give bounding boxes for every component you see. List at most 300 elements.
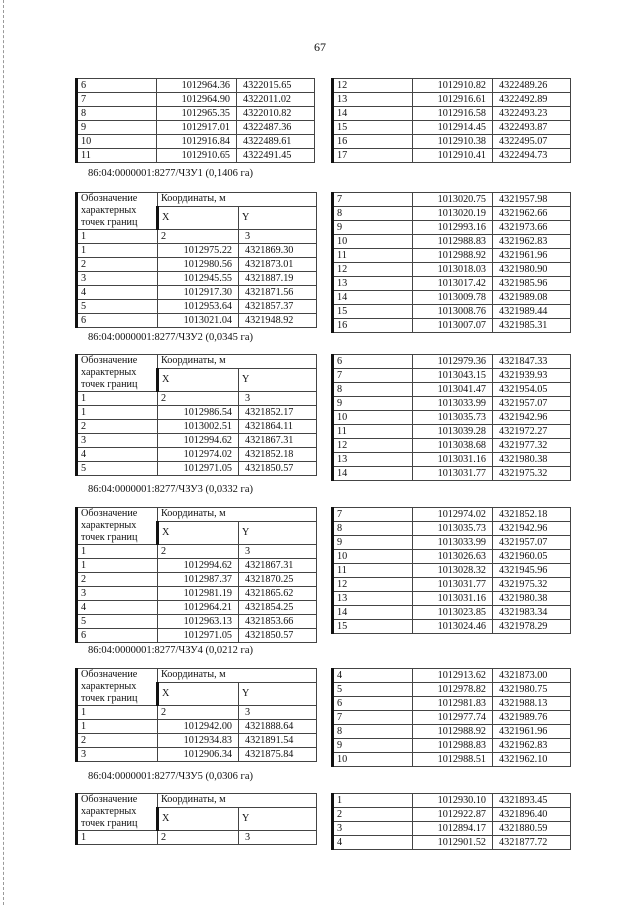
point-number: 14 — [333, 467, 413, 481]
y-coordinate: 4322493.23 — [493, 107, 571, 121]
y-coordinate: 4321867.31 — [239, 559, 317, 573]
y-coordinate: 4321857.37 — [239, 300, 317, 314]
x-coordinate: 1012963.13 — [158, 615, 239, 629]
table-header-row — [77, 794, 317, 808]
table-row — [333, 305, 571, 319]
continuation-table-left — [75, 78, 315, 163]
header-coordinates: Координаты, м — [158, 508, 317, 522]
table-row — [77, 149, 315, 163]
y-coordinate: 4321980.38 — [493, 592, 571, 606]
x-coordinate: 1012901.52 — [413, 836, 493, 850]
y-coordinate: 4321847.33 — [493, 355, 571, 369]
y-coordinate: 4321980.90 — [493, 263, 571, 277]
y-coordinate: 4322487.36 — [237, 121, 315, 135]
y-coordinate: 4321954.05 — [493, 383, 571, 397]
table-row — [77, 107, 315, 121]
y-coordinate: 4322493.87 — [493, 121, 571, 135]
x-coordinate: 1012971.05 — [158, 462, 239, 476]
y-coordinate: 4321988.13 — [493, 697, 571, 711]
table-row — [333, 263, 571, 277]
y-coordinate: 4321865.62 — [239, 587, 317, 601]
point-number: 15 — [333, 121, 413, 135]
table-row — [333, 739, 571, 753]
x-coordinate: 1012971.05 — [158, 629, 239, 643]
y-coordinate: 4321975.32 — [493, 578, 571, 592]
column-number-row — [77, 392, 317, 406]
y-coordinate: 4322010.82 — [237, 107, 315, 121]
header-x: X — [158, 369, 239, 392]
point-number: 10 — [333, 550, 413, 564]
point-number: 3 — [333, 822, 413, 836]
header-coordinates: Координаты, м — [158, 193, 317, 207]
point-number: 12 — [333, 439, 413, 453]
table-row — [333, 207, 571, 221]
point-number: 8 — [333, 207, 413, 221]
point-number: 5 — [77, 300, 158, 314]
column-number-row — [77, 545, 317, 559]
header-x: X — [158, 207, 239, 230]
y-coordinate: 4321960.05 — [493, 550, 571, 564]
point-number: 1 — [77, 720, 158, 734]
table-row — [77, 135, 315, 149]
x-coordinate: 1012965.35 — [157, 107, 237, 121]
x-coordinate: 1013031.16 — [413, 592, 493, 606]
point-number: 16 — [333, 135, 413, 149]
y-coordinate: 4321978.29 — [493, 620, 571, 634]
point-number: 2 — [77, 258, 158, 272]
column-number-row — [77, 706, 317, 720]
x-coordinate: 1012977.74 — [413, 711, 493, 725]
scan-edge-line — [3, 0, 5, 905]
y-coordinate: 4321983.34 — [493, 606, 571, 620]
y-coordinate: 4321977.32 — [493, 439, 571, 453]
point-number: 4 — [333, 669, 413, 683]
x-coordinate: 1012978.82 — [413, 683, 493, 697]
table-row — [77, 406, 317, 420]
y-coordinate: 4322495.07 — [493, 135, 571, 149]
coords-table-chzu4-left — [75, 668, 317, 762]
x-coordinate: 1012994.62 — [158, 434, 239, 448]
x-coordinate: 1012894.17 — [413, 822, 493, 836]
y-coordinate: 4321887.19 — [239, 272, 317, 286]
point-number: 10 — [333, 411, 413, 425]
y-coordinate: 4321945.96 — [493, 564, 571, 578]
point-number: 3 — [77, 434, 158, 448]
table-header-row — [77, 355, 317, 369]
point-number: 6 — [333, 355, 413, 369]
x-coordinate: 1013038.68 — [413, 439, 493, 453]
table-row — [333, 753, 571, 767]
point-number: 9 — [333, 397, 413, 411]
x-coordinate: 1013007.07 — [413, 319, 493, 333]
x-coordinate: 1012994.62 — [158, 559, 239, 573]
y-coordinate: 4321893.45 — [493, 794, 571, 808]
column-number: 2 — [158, 392, 239, 406]
x-coordinate: 1013023.85 — [413, 606, 493, 620]
x-coordinate: 1013008.76 — [413, 305, 493, 319]
point-number: 8 — [77, 107, 157, 121]
table-row — [77, 434, 317, 448]
table-row — [77, 573, 317, 587]
x-coordinate: 1012934.83 — [158, 734, 239, 748]
y-coordinate: 4321891.54 — [239, 734, 317, 748]
table-row — [333, 277, 571, 291]
point-number: 3 — [77, 748, 158, 762]
table-row — [333, 794, 571, 808]
y-coordinate: 4321962.10 — [493, 753, 571, 767]
table-row — [333, 121, 571, 135]
y-coordinate: 4321989.44 — [493, 305, 571, 319]
table-row — [333, 578, 571, 592]
y-coordinate: 4321850.57 — [239, 462, 317, 476]
y-coordinate: 4321957.07 — [493, 536, 571, 550]
table-row — [333, 536, 571, 550]
x-coordinate: 1012988.92 — [413, 725, 493, 739]
coords-table-chzu3-left — [75, 507, 317, 643]
y-coordinate: 4321854.25 — [239, 601, 317, 615]
x-coordinate: 1013017.42 — [413, 277, 493, 291]
y-coordinate: 4321975.32 — [493, 467, 571, 481]
y-coordinate: 4321942.96 — [493, 411, 571, 425]
x-coordinate: 1012988.83 — [413, 739, 493, 753]
point-number: 13 — [333, 592, 413, 606]
point-number: 7 — [77, 93, 157, 107]
x-coordinate: 1012910.65 — [157, 149, 237, 163]
point-number: 3 — [77, 272, 158, 286]
point-number: 7 — [333, 711, 413, 725]
table-header-row — [77, 669, 317, 683]
header-designation: Обозначение характерных точек границ — [77, 794, 158, 831]
point-number: 13 — [333, 277, 413, 291]
header-designation: Обозначение характерных точек границ — [77, 669, 158, 706]
y-coordinate: 4321985.96 — [493, 277, 571, 291]
x-coordinate: 1012916.84 — [157, 135, 237, 149]
y-coordinate: 4321873.01 — [239, 258, 317, 272]
x-coordinate: 1012993.16 — [413, 221, 493, 235]
x-coordinate: 1013031.77 — [413, 578, 493, 592]
point-number: 3 — [77, 587, 158, 601]
coords-table-chzu1-right — [331, 192, 571, 333]
y-coordinate: 4321957.07 — [493, 397, 571, 411]
header-x: X — [158, 808, 239, 831]
point-number: 2 — [77, 734, 158, 748]
y-coordinate: 4322491.45 — [237, 149, 315, 163]
section-title-chzu2: 86:04:0000001:8277/ЧЗУ2 (0,0345 га) — [88, 332, 254, 343]
section-title-chzu3: 86:04:0000001:8277/ЧЗУ3 (0,0332 га) — [88, 484, 254, 495]
x-coordinate: 1013043.15 — [413, 369, 493, 383]
y-coordinate: 4321973.66 — [493, 221, 571, 235]
x-coordinate: 1013035.73 — [413, 411, 493, 425]
table-row — [77, 314, 317, 328]
table-row — [333, 620, 571, 634]
point-number: 4 — [77, 601, 158, 615]
header-y: Y — [239, 808, 317, 831]
point-number: 12 — [333, 263, 413, 277]
point-number: 8 — [333, 383, 413, 397]
x-coordinate: 1012945.55 — [158, 272, 239, 286]
table-row — [333, 522, 571, 536]
y-coordinate: 4321961.96 — [493, 249, 571, 263]
coords-table-chzu5-left — [75, 793, 317, 845]
x-coordinate: 1013041.47 — [413, 383, 493, 397]
point-number: 7 — [333, 193, 413, 207]
column-number: 2 — [158, 706, 239, 720]
point-number: 5 — [77, 462, 158, 476]
x-coordinate: 1013002.51 — [158, 420, 239, 434]
header-x: X — [158, 522, 239, 545]
point-number: 5 — [77, 615, 158, 629]
y-coordinate: 4321850.57 — [239, 629, 317, 643]
x-coordinate: 1012986.54 — [158, 406, 239, 420]
column-number: 3 — [239, 831, 317, 845]
table-row — [77, 79, 315, 93]
x-coordinate: 1012987.37 — [158, 573, 239, 587]
y-coordinate: 4321852.18 — [493, 508, 571, 522]
y-coordinate: 4321875.84 — [239, 748, 317, 762]
column-number: 1 — [77, 706, 158, 720]
y-coordinate: 4321962.83 — [493, 739, 571, 753]
x-coordinate: 1013020.19 — [413, 207, 493, 221]
point-number: 9 — [333, 739, 413, 753]
header-coordinates: Координаты, м — [158, 669, 317, 683]
point-number: 14 — [333, 606, 413, 620]
y-coordinate: 4321867.31 — [239, 434, 317, 448]
table-row — [333, 249, 571, 263]
table-row — [77, 748, 317, 762]
table-row — [77, 93, 315, 107]
header-coordinates: Координаты, м — [158, 794, 317, 808]
x-coordinate: 1012930.10 — [413, 794, 493, 808]
x-coordinate: 1012910.41 — [413, 149, 493, 163]
y-coordinate: 4321980.75 — [493, 683, 571, 697]
x-coordinate: 1012974.02 — [158, 448, 239, 462]
table-row — [77, 559, 317, 573]
table-row — [333, 697, 571, 711]
y-coordinate: 4322011.02 — [237, 93, 315, 107]
table-row — [333, 606, 571, 620]
header-y: Y — [239, 369, 317, 392]
point-number: 1 — [77, 244, 158, 258]
table-row — [333, 411, 571, 425]
x-coordinate: 1013031.16 — [413, 453, 493, 467]
table-row — [333, 508, 571, 522]
y-coordinate: 4321880.59 — [493, 822, 571, 836]
y-coordinate: 4321852.18 — [239, 448, 317, 462]
x-coordinate: 1012980.56 — [158, 258, 239, 272]
section-title-chzu5: 86:04:0000001:8277/ЧЗУ5 (0,0306 га) — [88, 771, 254, 782]
column-number: 1 — [77, 392, 158, 406]
table-row — [333, 355, 571, 369]
table-row — [333, 683, 571, 697]
table-row — [77, 629, 317, 643]
coords-table-chzu5-right — [331, 793, 571, 850]
x-coordinate: 1013018.03 — [413, 263, 493, 277]
point-number: 14 — [333, 107, 413, 121]
table-row — [333, 669, 571, 683]
table-row — [333, 467, 571, 481]
x-coordinate: 1013021.04 — [158, 314, 239, 328]
x-coordinate: 1013033.99 — [413, 536, 493, 550]
column-number: 2 — [158, 545, 239, 559]
table-header-row — [77, 193, 317, 207]
point-number: 10 — [333, 753, 413, 767]
point-number: 1 — [77, 406, 158, 420]
table-row — [333, 453, 571, 467]
x-coordinate: 1012964.21 — [158, 601, 239, 615]
x-coordinate: 1012914.45 — [413, 121, 493, 135]
y-coordinate: 4322015.65 — [237, 79, 315, 93]
table-row — [77, 300, 317, 314]
x-coordinate: 1012964.90 — [157, 93, 237, 107]
point-number: 7 — [333, 369, 413, 383]
x-coordinate: 1013024.46 — [413, 620, 493, 634]
x-coordinate: 1013031.77 — [413, 467, 493, 481]
table-row — [333, 291, 571, 305]
x-coordinate: 1013033.99 — [413, 397, 493, 411]
table-row — [333, 711, 571, 725]
point-number: 11 — [333, 249, 413, 263]
table-row — [77, 448, 317, 462]
column-number: 2 — [158, 831, 239, 845]
point-number: 9 — [77, 121, 157, 135]
x-coordinate: 1012975.22 — [158, 244, 239, 258]
header-designation: Обозначение характерных точек границ — [77, 355, 158, 392]
y-coordinate: 4321957.98 — [493, 193, 571, 207]
column-number: 2 — [158, 230, 239, 244]
point-number: 6 — [77, 629, 158, 643]
table-row — [333, 592, 571, 606]
point-number: 11 — [77, 149, 157, 163]
point-number: 17 — [333, 149, 413, 163]
x-coordinate: 1012917.30 — [158, 286, 239, 300]
column-number-row — [77, 831, 317, 845]
header-designation: Обозначение характерных точек границ — [77, 193, 158, 230]
table-row — [333, 822, 571, 836]
y-coordinate: 4321871.56 — [239, 286, 317, 300]
y-coordinate: 4321869.30 — [239, 244, 317, 258]
header-y: Y — [239, 207, 317, 230]
x-coordinate: 1012988.51 — [413, 753, 493, 767]
header-y: Y — [239, 683, 317, 706]
table-row — [333, 808, 571, 822]
point-number: 13 — [333, 453, 413, 467]
table-row — [333, 383, 571, 397]
point-number: 5 — [333, 683, 413, 697]
x-coordinate: 1012942.00 — [158, 720, 239, 734]
column-number: 3 — [239, 545, 317, 559]
table-row — [333, 193, 571, 207]
table-row — [77, 244, 317, 258]
y-coordinate: 4322489.61 — [237, 135, 315, 149]
y-coordinate: 4321961.96 — [493, 725, 571, 739]
x-coordinate: 1012988.92 — [413, 249, 493, 263]
point-number: 1 — [77, 559, 158, 573]
table-row — [333, 425, 571, 439]
x-coordinate: 1013028.32 — [413, 564, 493, 578]
coords-table-chzu2-right — [331, 354, 571, 481]
y-coordinate: 4321870.25 — [239, 573, 317, 587]
y-coordinate: 4322489.26 — [493, 79, 571, 93]
point-number: 8 — [333, 725, 413, 739]
table-row — [333, 319, 571, 333]
table-header-row — [77, 508, 317, 522]
x-coordinate: 1012910.38 — [413, 135, 493, 149]
point-number: 9 — [333, 221, 413, 235]
table-row — [77, 601, 317, 615]
header-y: Y — [239, 522, 317, 545]
y-coordinate: 4321852.17 — [239, 406, 317, 420]
x-coordinate: 1013035.73 — [413, 522, 493, 536]
y-coordinate: 4321989.76 — [493, 711, 571, 725]
point-number: 2 — [77, 573, 158, 587]
table-row — [77, 420, 317, 434]
x-coordinate: 1012974.02 — [413, 508, 493, 522]
x-coordinate: 1012917.01 — [157, 121, 237, 135]
point-number: 13 — [333, 93, 413, 107]
table-row — [333, 221, 571, 235]
point-number: 12 — [333, 79, 413, 93]
y-coordinate: 4321989.08 — [493, 291, 571, 305]
table-row — [333, 107, 571, 121]
point-number: 9 — [333, 536, 413, 550]
table-row — [333, 397, 571, 411]
point-number: 4 — [333, 836, 413, 850]
header-x: X — [158, 683, 239, 706]
y-coordinate: 4321980.38 — [493, 453, 571, 467]
x-coordinate: 1012910.82 — [413, 79, 493, 93]
point-number: 6 — [77, 79, 157, 93]
point-number: 4 — [77, 448, 158, 462]
column-number: 3 — [239, 392, 317, 406]
x-coordinate: 1012953.64 — [158, 300, 239, 314]
y-coordinate: 4321853.66 — [239, 615, 317, 629]
y-coordinate: 4321873.00 — [493, 669, 571, 683]
x-coordinate: 1013026.63 — [413, 550, 493, 564]
section-title-chzu1: 86:04:0000001:8277/ЧЗУ1 (0,1406 га) — [88, 168, 254, 179]
point-number: 4 — [77, 286, 158, 300]
y-coordinate: 4321864.11 — [239, 420, 317, 434]
point-number: 11 — [333, 564, 413, 578]
column-number: 1 — [77, 230, 158, 244]
x-coordinate: 1013009.78 — [413, 291, 493, 305]
column-number: 1 — [77, 545, 158, 559]
table-row — [333, 135, 571, 149]
point-number: 6 — [333, 697, 413, 711]
x-coordinate: 1012913.62 — [413, 669, 493, 683]
page-number: 67 — [314, 40, 326, 54]
point-number: 8 — [333, 522, 413, 536]
y-coordinate: 4321948.92 — [239, 314, 317, 328]
table-row — [77, 734, 317, 748]
y-coordinate: 4321877.72 — [493, 836, 571, 850]
point-number: 10 — [77, 135, 157, 149]
table-row — [77, 258, 317, 272]
point-number: 11 — [333, 425, 413, 439]
table-row — [333, 235, 571, 249]
y-coordinate: 4322494.73 — [493, 149, 571, 163]
table-row — [77, 462, 317, 476]
x-coordinate: 1012988.83 — [413, 235, 493, 249]
table-row — [77, 286, 317, 300]
x-coordinate: 1013039.28 — [413, 425, 493, 439]
table-row — [333, 836, 571, 850]
y-coordinate: 4321939.93 — [493, 369, 571, 383]
point-number: 2 — [333, 808, 413, 822]
column-number: 3 — [239, 706, 317, 720]
table-row — [333, 725, 571, 739]
point-number: 6 — [77, 314, 158, 328]
coords-table-chzu2-left — [75, 354, 317, 476]
